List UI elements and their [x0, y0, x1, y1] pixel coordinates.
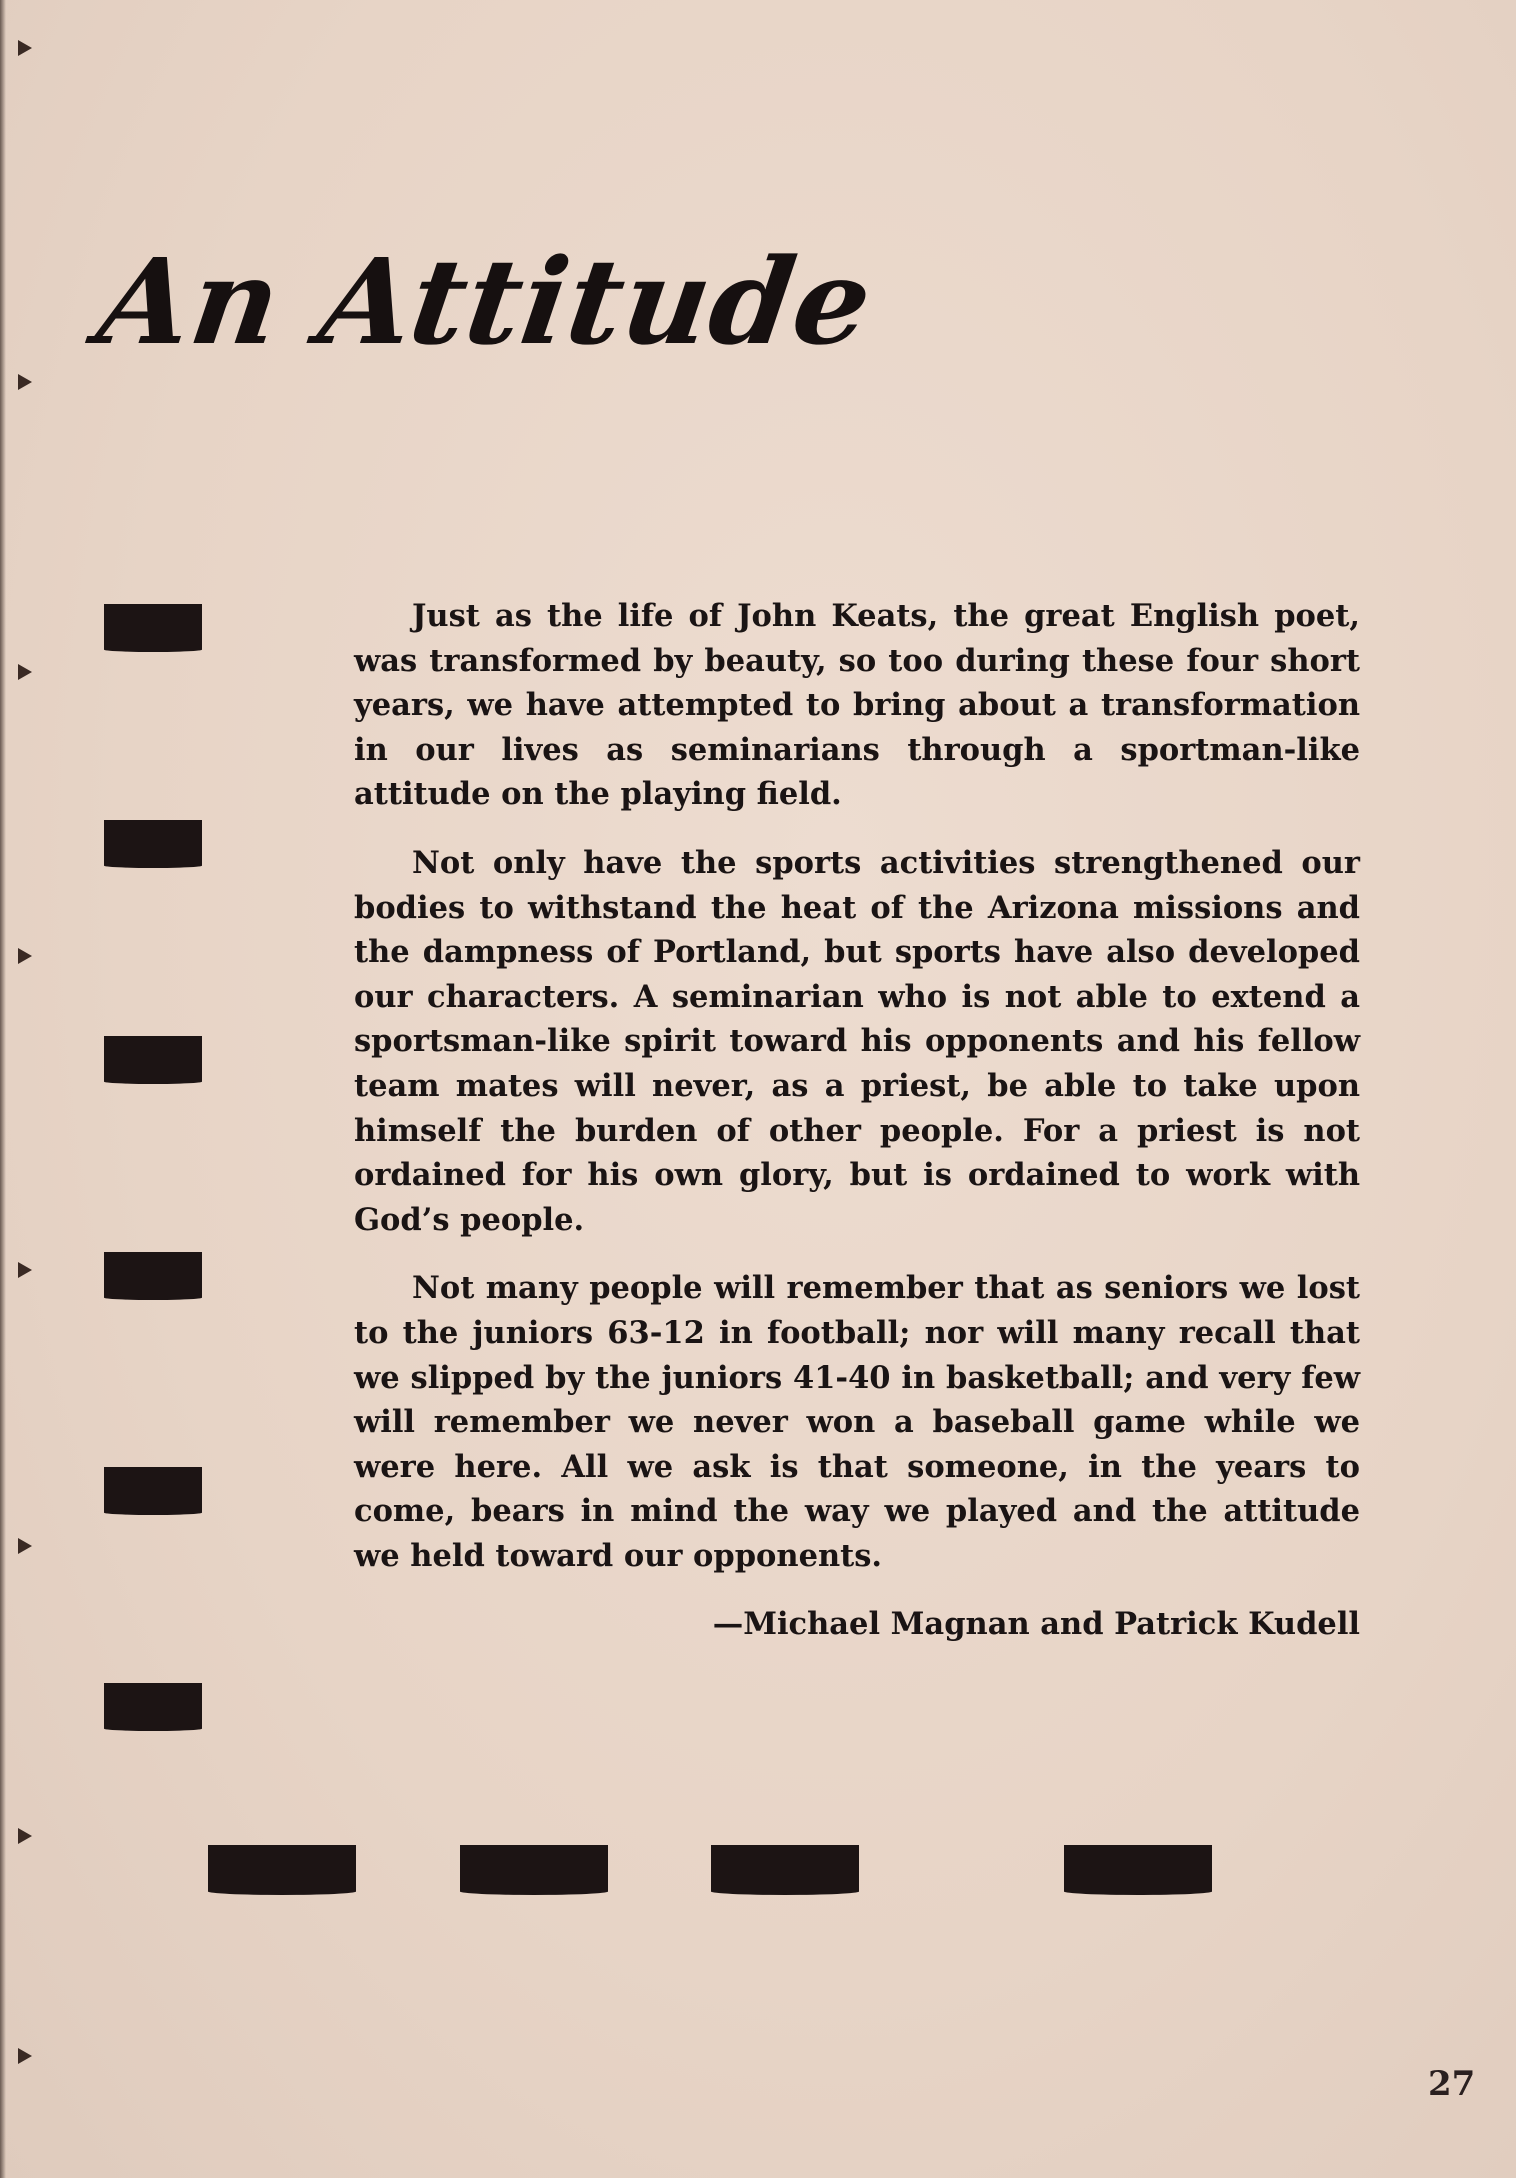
binding-hole	[18, 374, 32, 390]
binding-hole	[18, 1828, 32, 1844]
paragraph: Not only have the sports activities strengthened our bodies to withstand the heat of the Arizona missions and the dampness of Portland, but sports have also developed our characters. A seminarian who is not able to extend a sportsman-like spirit toward his opponents and his fellow team mates will never, as a priest, be able to take upon himself the burden of other people. For a priest is not ordained for his own glory, but is ordained to work with God’s people.	[354, 844, 1360, 1238]
bowl-ornament	[104, 1252, 202, 1300]
binding-edge	[0, 0, 6, 2178]
article-body	[354, 594, 1360, 1671]
bowl-ornament	[104, 604, 202, 652]
page-title: An Attitude	[90, 232, 881, 371]
paragraph: Just as the life of John Keats, the great English poet, was transformed by beauty, so too during these four short years, we have attempted to bring about a transformation in our lives as seminarians through a sportman-like attitude on the playing field.	[354, 598, 1360, 813]
bowl-ornament	[208, 1845, 356, 1895]
binding-hole	[18, 1538, 32, 1554]
binding-hole	[18, 948, 32, 964]
byline: —Michael Magnan and Patrick Kudell	[712, 1606, 1360, 1643]
binding-hole	[18, 664, 32, 680]
binding-hole	[18, 40, 32, 56]
binding-hole	[18, 1262, 32, 1278]
bowl-ornament	[104, 1036, 202, 1084]
bowl-ornament	[104, 1683, 202, 1731]
binding-hole	[18, 2048, 32, 2064]
page-number: 27	[1428, 2064, 1476, 2104]
bowl-ornament	[711, 1845, 859, 1895]
bowl-ornament	[1064, 1845, 1212, 1895]
bowl-ornament	[460, 1845, 608, 1895]
bowl-ornament	[104, 820, 202, 868]
bowl-ornament	[104, 1467, 202, 1515]
paragraph: Not many people will remember that as seniors we lost to the juniors 63-12 in football; nor will many recall that we slipped by the juniors 41-40 in basketball; and very few will remember we never won a baseball game while we were here. All we ask is that someone, in the years to come, bears in mind the way we played and the attitude we held toward our opponents.	[354, 1270, 1360, 1574]
